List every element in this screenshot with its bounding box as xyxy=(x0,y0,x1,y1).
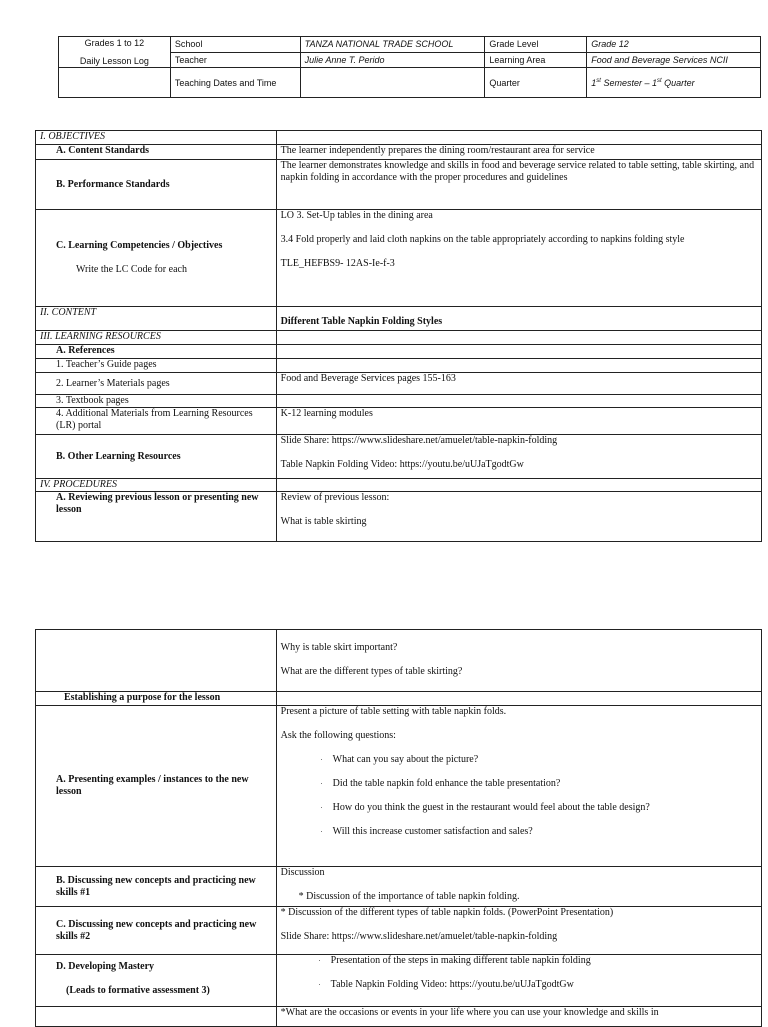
question-2: What are the different types of table skirting? xyxy=(280,666,463,677)
school-label: School xyxy=(170,37,300,53)
learning-area-value: Food and Beverage Services NCII xyxy=(587,52,761,68)
bullet-icon: · xyxy=(318,981,321,989)
review-line2: What is table skirting xyxy=(280,516,367,527)
developing-cell xyxy=(36,955,277,1007)
lesson-table-2 xyxy=(35,629,762,1027)
bullet-item-2 xyxy=(281,778,757,790)
bullet-icon: · xyxy=(320,828,323,836)
presenting-q2: Did the table napkin fold enhance the table presentation? xyxy=(332,778,561,789)
bullet-item-1 xyxy=(281,754,757,766)
discussing-1-line2: * Discussion of the importance of table napkin folding. xyxy=(298,891,520,902)
review-line1: Review of previous lesson: xyxy=(280,492,390,503)
grades-cell xyxy=(59,37,171,68)
content-standards-label: A. Content Standards xyxy=(36,145,277,160)
developing-label: D. Developing Mastery xyxy=(56,961,155,972)
discussing-2-cell xyxy=(276,907,761,955)
other-resources-cell xyxy=(276,435,761,479)
bullet-icon: · xyxy=(320,756,323,764)
presenting-label: A. Presenting examples / instances to the new lesson xyxy=(36,706,277,867)
objectives-blank xyxy=(276,131,761,145)
references-blank xyxy=(276,345,761,359)
procedures-heading: IV. PROCEDURES xyxy=(36,479,277,492)
additional-materials-label: 4. Additional Materials from Learning Resources (LR) portal xyxy=(36,408,277,435)
discussing-2-label: C. Discussing new concepts and practicing new skills #2 xyxy=(36,907,277,955)
objectives-heading: I. OBJECTIVES xyxy=(36,131,277,145)
last-row-text: *What are the occasions or events in your life where you can use your knowledge and skills in xyxy=(276,1007,761,1027)
lc-cell xyxy=(36,210,277,307)
header-blank-cell xyxy=(59,68,171,98)
lc-line1: LO 3. Set-Up tables in the dining area xyxy=(280,210,433,221)
content-heading: II. CONTENT xyxy=(36,307,277,331)
presenting-intro: Present a picture of table setting with table napkin folds. xyxy=(280,706,507,717)
quarter-sem-num: 1 xyxy=(591,77,597,88)
resources-blank xyxy=(276,331,761,345)
procedures-blank xyxy=(276,479,761,492)
quarter-q-sup: st xyxy=(656,77,662,84)
discussing-2-line1: * Discussion of the different types of table napkin folds. (PowerPoint Presentation) xyxy=(280,907,614,918)
quarter-q-word: Quarter xyxy=(661,77,695,88)
developing-line1: Presentation of the steps in making different table napkin folding xyxy=(330,955,591,966)
bullet-icon: · xyxy=(320,780,323,788)
continuation-cell xyxy=(276,630,761,692)
bullet-icon: · xyxy=(318,957,321,965)
lesson-table-1 xyxy=(35,130,762,542)
teacher-label: Teacher xyxy=(170,52,300,68)
quarter-q-num: 1 xyxy=(651,77,657,88)
dev-bullet-2 xyxy=(281,979,757,991)
dates-value xyxy=(300,68,485,98)
grade-level-label: Grade Level xyxy=(485,37,587,53)
school-value: TANZA NATIONAL TRADE SCHOOL xyxy=(300,37,485,53)
review-label: A. Reviewing previous lesson or presenting new lesson xyxy=(36,492,277,542)
discussing-1-label: B. Discussing new concepts and practicing new skills #1 xyxy=(36,867,277,907)
slide-share-line: Slide Share: https://www.slideshare.net/amuelet/table-napkin-folding xyxy=(280,435,558,446)
discussing-1-cell xyxy=(276,867,761,907)
bullet-icon: · xyxy=(320,804,323,812)
content-standards-value: The learner independently prepares the dining room/restaurant area for service xyxy=(276,145,761,160)
textbook-value xyxy=(276,395,761,408)
quarter-sem-word: Semester – xyxy=(600,77,652,88)
presenting-q3: How do you think the guest in the restaurant would feel about the table design? xyxy=(332,802,650,813)
resources-heading: III. LEARNING RESOURCES xyxy=(36,331,277,345)
video-line: Table Napkin Folding Video: https://youtu.be/uUJaTgodtGw xyxy=(280,459,524,470)
quarter-value xyxy=(587,68,761,98)
presenting-cell xyxy=(276,706,761,867)
learners-materials-label: 2. Learner’s Materials pages xyxy=(36,373,277,395)
teachers-guide-value xyxy=(276,359,761,373)
grades-text: Grades 1 to 12 xyxy=(84,38,145,48)
purpose-label: Establishing a purpose for the lesson xyxy=(36,692,277,706)
presenting-q4: Will this increase customer satisfaction and sales? xyxy=(332,826,533,837)
presenting-ask: Ask the following questions: xyxy=(280,730,396,741)
developing-line2: Table Napkin Folding Video: https://youtu.be/uUJaTgodtGw xyxy=(330,979,574,990)
performance-standards-label: B. Performance Standards xyxy=(36,160,277,210)
presenting-q1: What can you say about the picture? xyxy=(332,754,479,765)
lc-note: Write the LC Code for each xyxy=(76,264,187,275)
grade-level-value: Grade 12 xyxy=(587,37,761,53)
discussing-2-line2: Slide Share: https://www.slideshare.net/amuelet/table-napkin-folding xyxy=(280,931,558,942)
dates-label: Teaching Dates and Time xyxy=(170,68,300,98)
lc-line2: 3.4 Fold properly and laid cloth napkins on the table appropriately according to napkins folding style xyxy=(280,234,685,245)
additional-materials-value: K-12 learning modules xyxy=(276,408,761,435)
learners-materials-value: Food and Beverage Services pages 155-163 xyxy=(276,373,761,395)
teachers-guide-label: 1. Teacher’s Guide pages xyxy=(36,359,277,373)
content-value: Different Table Napkin Folding Styles xyxy=(276,307,761,331)
quarter-sem-sup: st xyxy=(596,77,601,84)
question-1: Why is table skirt important? xyxy=(280,642,398,653)
learning-area-label: Learning Area xyxy=(485,52,587,68)
lc-value-cell xyxy=(276,210,761,307)
header-table xyxy=(58,36,761,98)
discussing-1-line1: Discussion xyxy=(280,867,325,878)
quarter-label: Quarter xyxy=(485,68,587,98)
other-resources-label: B. Other Learning Resources xyxy=(36,435,277,479)
teacher-value: Julie Anne T. Perido xyxy=(300,52,485,68)
references-label: A. References xyxy=(36,345,277,359)
log-title: Daily Lesson Log xyxy=(79,56,149,66)
review-cell xyxy=(276,492,761,542)
dev-bullet-1 xyxy=(281,955,757,967)
bullet-item-3 xyxy=(281,802,757,814)
continuation-blank xyxy=(36,630,277,692)
lc-code: TLE_HEFBS9- 12AS-Ie-f-3 xyxy=(280,258,395,269)
performance-standards-value: The learner demonstrates knowledge and skills in food and beverage service related to table setting, table skirting, and napkin folding in accordance with the proper procedures and guidelines xyxy=(276,160,761,210)
bullet-item-4 xyxy=(281,826,757,838)
developing-value-cell xyxy=(276,955,761,1007)
textbook-label: 3. Textbook pages xyxy=(36,395,277,408)
developing-sub: (Leads to formative assessment 3) xyxy=(66,985,210,996)
lc-label: C. Learning Competencies / Objectives xyxy=(56,240,223,251)
purpose-blank xyxy=(276,692,761,706)
